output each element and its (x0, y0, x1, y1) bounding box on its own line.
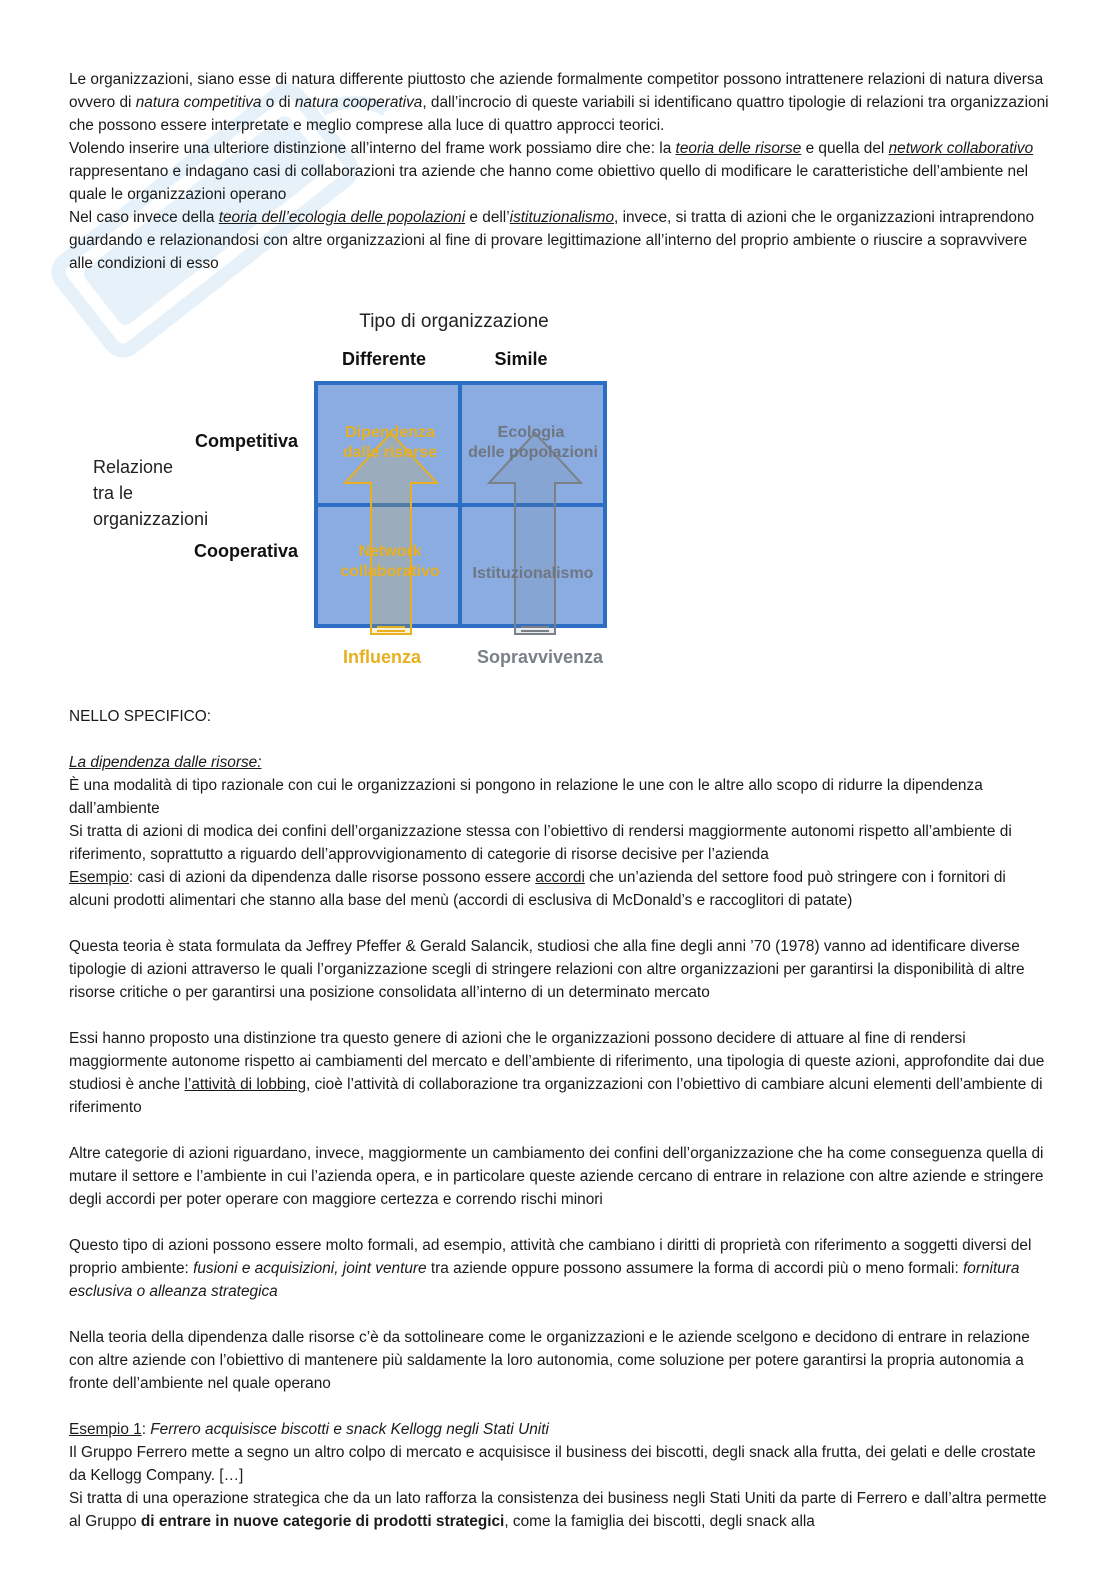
body-paragraph-4: Questa teoria è stata formulata da Jeffrey Pfeffer & Gerald Salancik, studiosi che alla fine degli anni ’70 (1978) vanno ad identificare diverse tipologie di azioni attraverso le quali l’organizzazione scegli di stringere relazioni con altre organizzazioni per garantirsi la disponibilità di altre risorse critiche o per garantirsi una posizione consolidata all’interno di un determinato mercato (69, 938, 1025, 1001)
bottom-label-influenza: Influenza (342, 647, 422, 667)
row-label-cooperativa: Cooperativa (193, 541, 298, 561)
body-paragraph-9: Il Gruppo Ferrero mette a segno un altro colpo di mercato e acquisisce il business dei biscotti, degli snack alla frutta, dei gelati e delle crostate da Kellogg Company. […] (69, 1444, 1036, 1484)
body-paragraph-2: Si tratta di azioni di modica dei confini dell’organizzazione stessa con l’obiettivo di rendersi maggiormente autonomi rispetto all’ambiente di riferimento, soprattutto a riguardo dell’approvvigionamento di categorie di risorse decisive per l’azienda (69, 823, 1012, 863)
diagram-title: Tipo di organizzazione (359, 311, 549, 332)
axis-label-line-3: organizzazioni (93, 509, 209, 529)
column-label-simile: Simile (494, 349, 548, 369)
subsection-title: La dipendenza dalle risorse: (69, 754, 262, 771)
relations-framework-diagram (69, 287, 1049, 683)
axis-label-line-2: tra le (93, 483, 134, 503)
body-paragraph-5: Essi hanno proposto una distinzione tra questo genere di azioni che le organizzazioni possono decidere di attuare al fine di rendersi maggiormente autonome rispetto ai cambiamenti del mercato e dell’ambiente di riferimento, una tipologia di queste azioni, approfondite dai due studiosi è anche l’attività di lobbing, cioè l’attività di collaborazione tra organizzazioni con l’obiettivo di cambiare alcuni elementi dell’ambiente di riferimento (69, 1030, 1045, 1116)
example-paragraph: Esempio: casi di azioni da dipendenza dalle risorse possono essere accordi che un’azienda del settore food può stringere con i fornitori di alcuni prodotti alimentari che stanno alla base del menù (accordi di esclusiva di McDonald’s e raccoglitori di patate) (69, 869, 1006, 909)
body-paragraph-8: Nella teoria della dipendenza dalle risorse c’è da sottolineare come le organizzazioni e le aziende scelgono e decidono di entrare in relazione con altre aziende con l’obiettivo di mantenere più saldamente la loro autonomia, come soluzione per potere garantirsi la propria autonomia a fronte dell’ambiente nel quale operano (69, 1329, 1030, 1392)
cell-ecologia-line-1: Ecologia (497, 424, 565, 441)
body-paragraph-10: Si tratta di una operazione strategica che da un lato rafforza la consistenza dei business negli Stati Uniti da parte di Ferrero e dall’altra permette al Gruppo di entrare in nuove categorie di prodotti strategici, come la famiglia dei biscotti, degli snack alla (69, 1490, 1047, 1530)
intro-paragraph-1: Le organizzazioni, siano esse di natura differente piuttosto che aziende formalmente competitor possono intrattenere relazioni di natura diversa ovvero di natura competitiva o di natura cooperativa, dall’incrocio di queste variabili si identificano quattro tipologie di relazioni tra organizzazioni che possono essere interpretate e meglio comprese alla luce di quattro approcci teorici. (69, 71, 1049, 134)
body-paragraph-7: Questo tipo di azioni possono essere molto formali, ad esempio, attività che cambiano i diritti di proprietà con riferimento a soggetti diversi del proprio ambiente: fusioni e acquisizioni, joint venture tra aziende oppure possono assumere la forma di accordi più o meno formali: fornitura esclusiva o alleanza strategica (69, 1237, 1032, 1300)
document-page (69, 68, 1049, 1533)
bottom-label-sopravvivenza: Sopravvivenza (476, 647, 604, 667)
link-network-collaborativo: network collaborativo (888, 140, 1034, 157)
body-paragraph-1: È una modalità di tipo razionale con cui le organizzazioni si pongono in relazione le une con le altre allo scopo di ridurre la dipendenza dall’ambiente (69, 777, 983, 817)
cell-istituzionalismo: Istituzionalismo (472, 565, 594, 582)
link-istituzionalismo: istituzionalismo (509, 209, 615, 226)
body-paragraph-6: Altre categorie di azioni riguardano, invece, maggiormente un cambiamento dei confini dell’organizzazione che ha come conseguenza quella di mutare il settore e l’ambiente in cui l’azienda opera, e in particolare queste aziende cercano di entrare in relazione con altre aziende e stringere degli accordi per poter operare con maggiore certezza e correndo rischi minori (69, 1145, 1044, 1208)
section-heading: NELLO SPECIFICO: (69, 708, 211, 725)
column-label-differente: Differente (341, 349, 427, 369)
cell-dipendenza-line-2: dalle risorse (342, 444, 438, 461)
intro-paragraph-2: Volendo inserire una ulteriore distinzione all’interno del frame work possiamo dire che: la teoria delle risorse e quella del network collaborativo rappresentano e indagano casi di collaborazioni tra aziende che hanno come obiettivo quello di modificare le caratteristiche dell’ambiente nel quale le organizzazioni operano (69, 140, 1034, 203)
cell-ecologia-line-2: delle popolazioni (468, 444, 598, 461)
matrix-grid (316, 383, 605, 626)
link-teoria-risorse: teoria delle risorse (675, 140, 802, 157)
axis-label-line-1: Relazione (93, 457, 174, 477)
cell-network-line-2: collaborativo (340, 563, 440, 580)
cell-network-line-1: Network (358, 543, 422, 560)
link-ecologia-popolazioni: teoria dell’ecologia delle popolazioni (218, 209, 466, 226)
cell-dipendenza-line-1: Dipendenza (345, 424, 435, 441)
row-label-competitiva: Competitiva (194, 431, 298, 451)
intro-paragraph-3: Nel caso invece della teoria dell’ecologia delle popolazioni e dell’istituzionalismo, invece, si tratta di azioni che le organizzazioni intraprendono guardando e relazionandosi con altre organizzazioni al fine di provare legittimazione all’interno del proprio ambiente o riuscire a sopravvivere alle condizioni di esso (69, 209, 1035, 272)
example-1-title: Esempio 1: Ferrero acquisisce biscotti e snack Kellogg negli Stati Uniti (69, 1421, 549, 1438)
